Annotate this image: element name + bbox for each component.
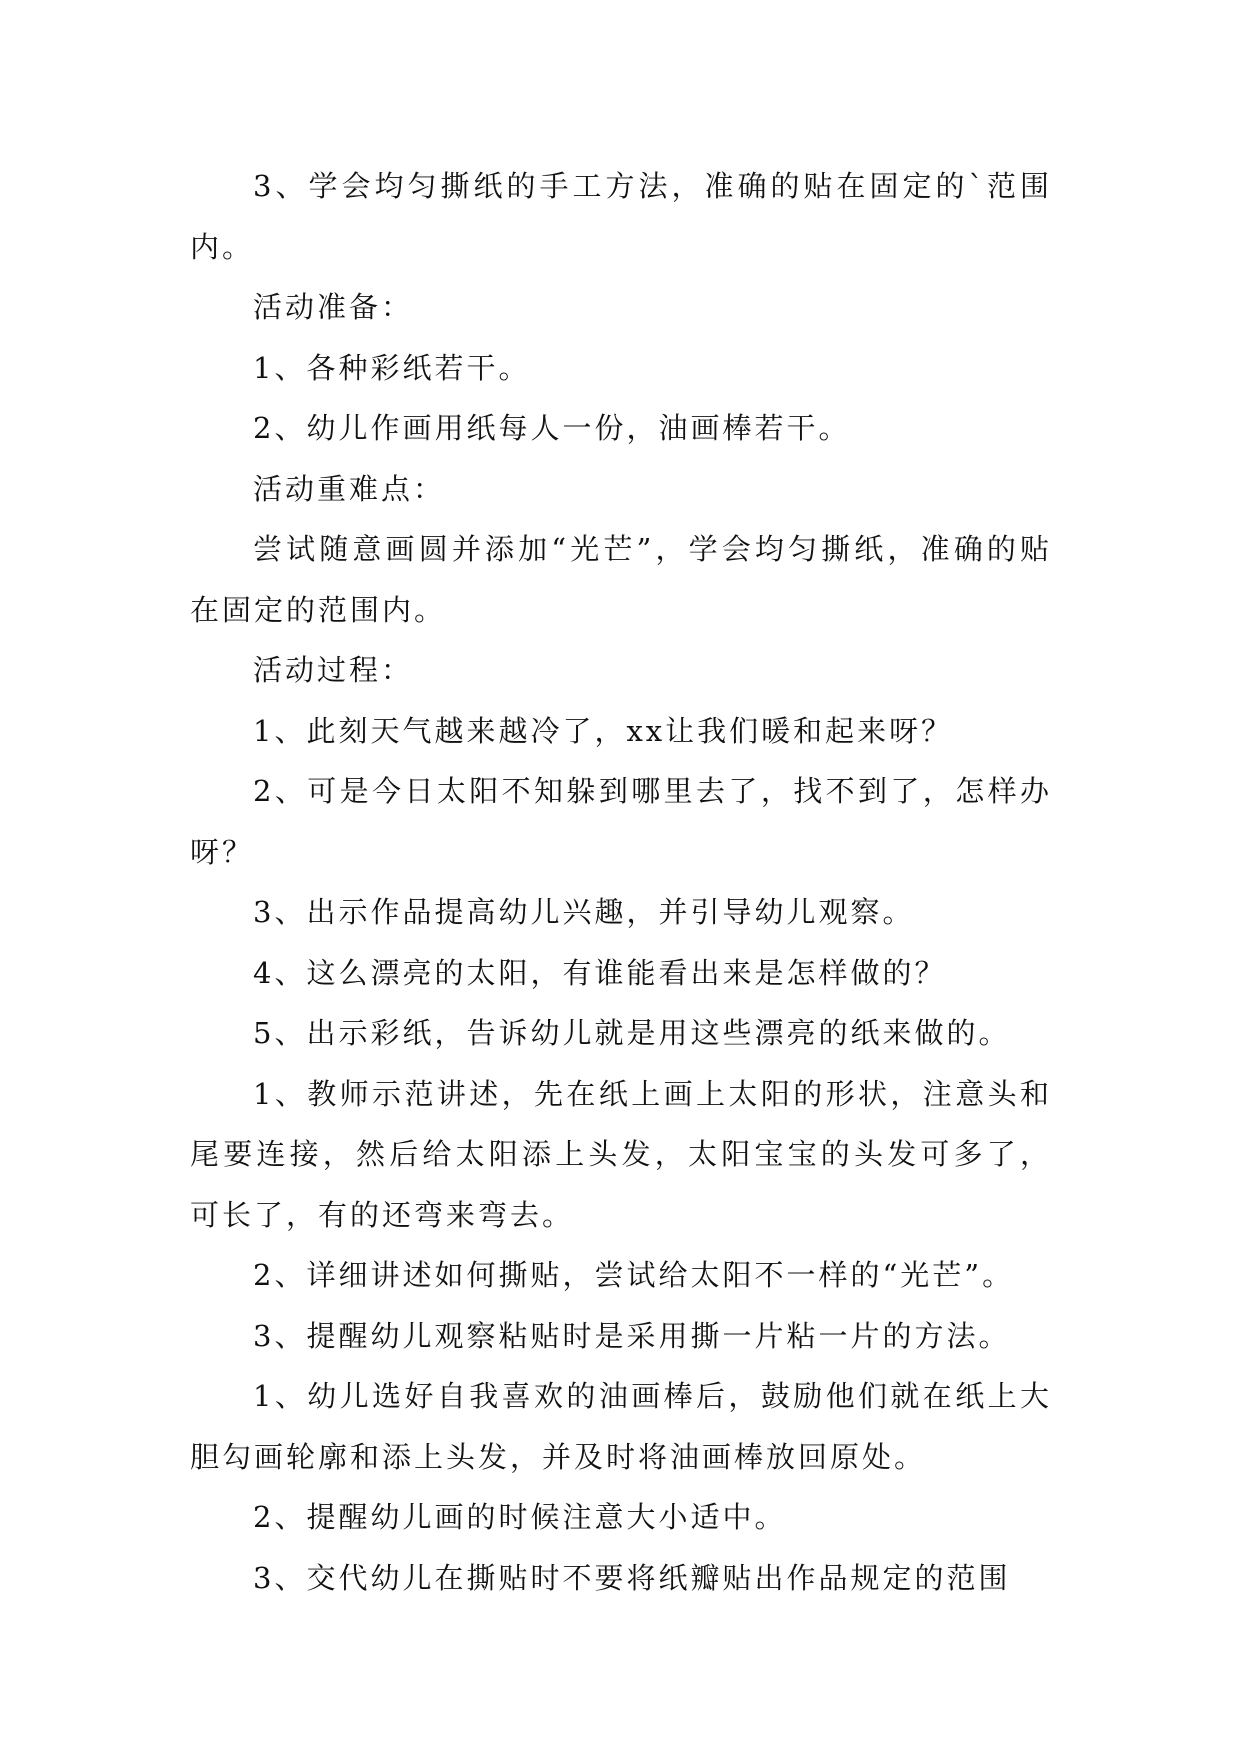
paragraph-practice-3: 3、交代幼儿在撕贴时不要将纸瓣贴出作品规定的范围 bbox=[253, 1560, 1011, 1595]
paragraph-process-3: 3、出示作品提高幼儿兴趣，并引导幼儿观察。 bbox=[253, 895, 915, 929]
paragraph-key-points: 尝试随意画圆并添加“光芒”，学会均匀撕纸，准确的贴在固定的范围内。 bbox=[190, 532, 1052, 627]
paragraph-practice-1: 1、幼儿选好自我喜欢的油画棒后，鼓励他们就在纸上大胆勾画轮廓和添上头发，并及时将油画棒放回原处。 bbox=[190, 1379, 1052, 1474]
paragraph-demo-2: 2、详细讲述如何撕贴，尝试给太阳不一样的“光芒”。 bbox=[253, 1258, 1015, 1292]
paragraph-process-1: 1、此刻天气越来越冷了，xx让我们暖和起来呀？ bbox=[253, 713, 954, 748]
heading-preparation: 活动准备： bbox=[253, 290, 414, 324]
paragraph-prep-2: 2、幼儿作画用纸每人一份，油画棒若干。 bbox=[253, 411, 851, 445]
paragraph-process-2: 2、可是今日太阳不知躲到哪里去了，找不到了，怎样办呀？ bbox=[190, 774, 1052, 869]
paragraph-process-4: 4、这么漂亮的太阳，有谁能看出来是怎样做的？ bbox=[253, 955, 947, 990]
paragraph-prep-1: 1、各种彩纸若干。 bbox=[253, 350, 531, 385]
heading-process: 活动过程： bbox=[253, 653, 414, 687]
paragraph-process-5: 5、出示彩纸，告诉幼儿就是用这些漂亮的纸来做的。 bbox=[253, 1016, 1011, 1050]
paragraph-demo-3: 3、提醒幼儿观察粘贴时是采用撕一片粘一片的方法。 bbox=[253, 1318, 1011, 1353]
paragraph-practice-2: 2、提醒幼儿画的时候注意大小适中。 bbox=[253, 1500, 787, 1534]
document-body bbox=[190, 156, 1052, 1608]
heading-key-points: 活动重难点： bbox=[253, 471, 446, 506]
paragraph-demo-1: 1、教师示范讲述，先在纸上画上太阳的形状，注意头和尾要连接，然后给太阳添上头发，太阳宝宝的头发可多了，可长了，有的还弯来弯去。 bbox=[190, 1076, 1052, 1232]
paragraph-goal-3: 3、学会均匀撕纸的手工方法，准确的贴在固定的`范围内。 bbox=[190, 169, 1052, 264]
